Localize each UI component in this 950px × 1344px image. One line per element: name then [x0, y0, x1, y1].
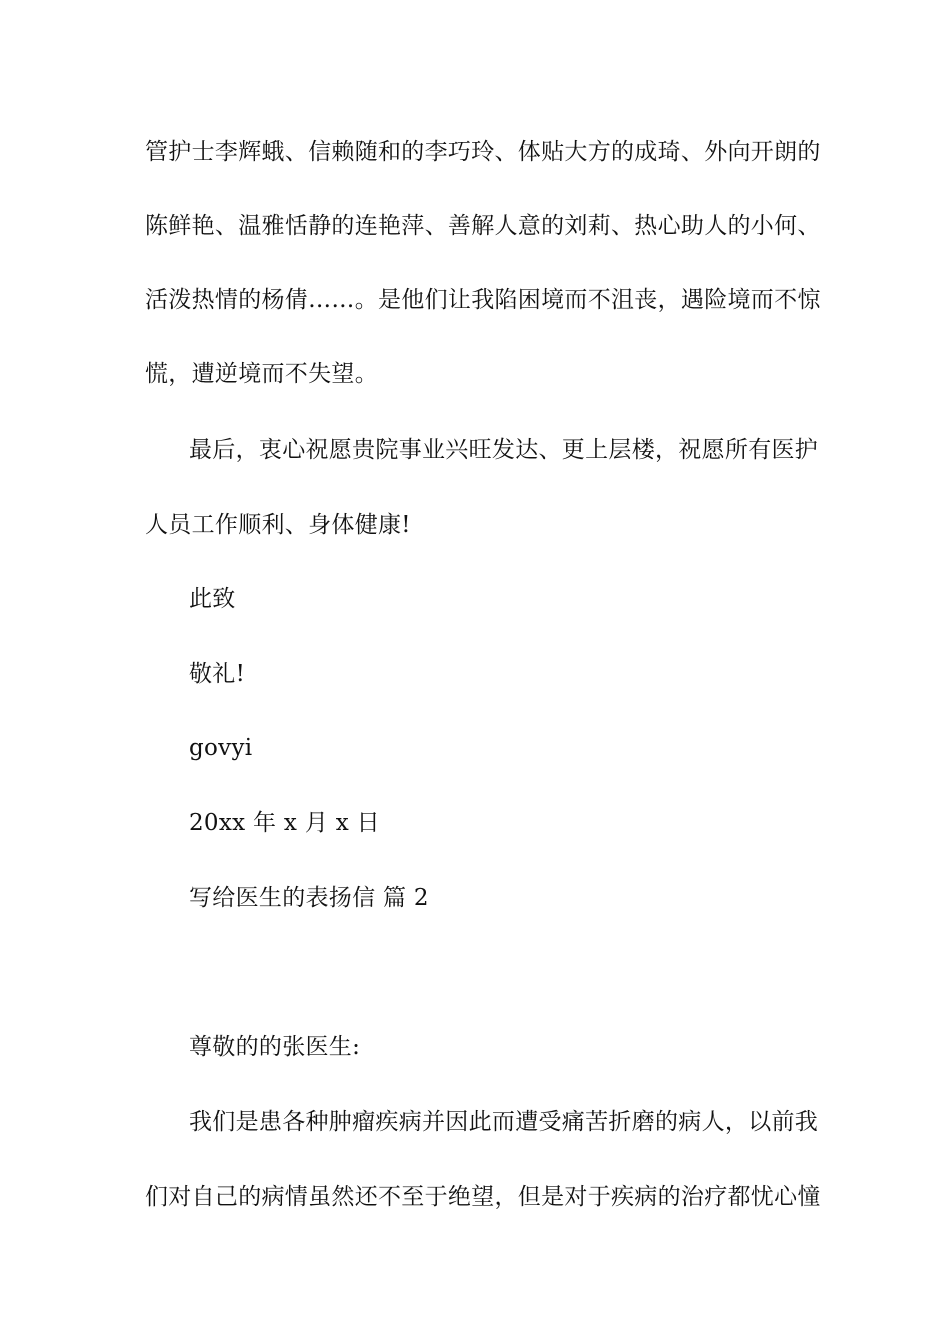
paragraph-line: 活泼热情的杨倩……。是他们让我陷困境而不沮丧，遇险境而不惊 [145, 287, 821, 313]
date-line: 20xx 年 x 月 x 日 [189, 810, 380, 836]
paragraph-line: 最后，衷心祝愿贵院事业兴旺发达、更上层楼，祝愿所有医护 [189, 437, 819, 463]
paragraph-line: 慌，遭逆境而不失望。 [145, 361, 378, 387]
section-title: 写给医生的表扬信 篇 2 [189, 885, 429, 911]
closing-salutation: 此致 [189, 586, 236, 612]
letter-greeting: 尊敬的的张医生: [189, 1034, 361, 1060]
paragraph-line: 管护士李辉蛾、信赖随和的李巧玲、体贴大方的成琦、外向开朗的 [145, 139, 821, 165]
paragraph-line: 人员工作顺利、身体健康! [145, 512, 411, 538]
paragraph-line: 们对自己的病情虽然还不至于绝望，但是对于疾病的治疗都忧心憧 [145, 1184, 821, 1210]
paragraph-line: 我们是患各种肿瘤疾病并因此而遭受痛苦折磨的病人，以前我 [189, 1109, 819, 1135]
closing-regards: 敬礼! [189, 661, 246, 687]
signature: govyi [189, 735, 253, 761]
paragraph-line: 陈鲜艳、温雅恬静的连艳萍、善解人意的刘莉、热心助人的小何、 [145, 213, 821, 239]
